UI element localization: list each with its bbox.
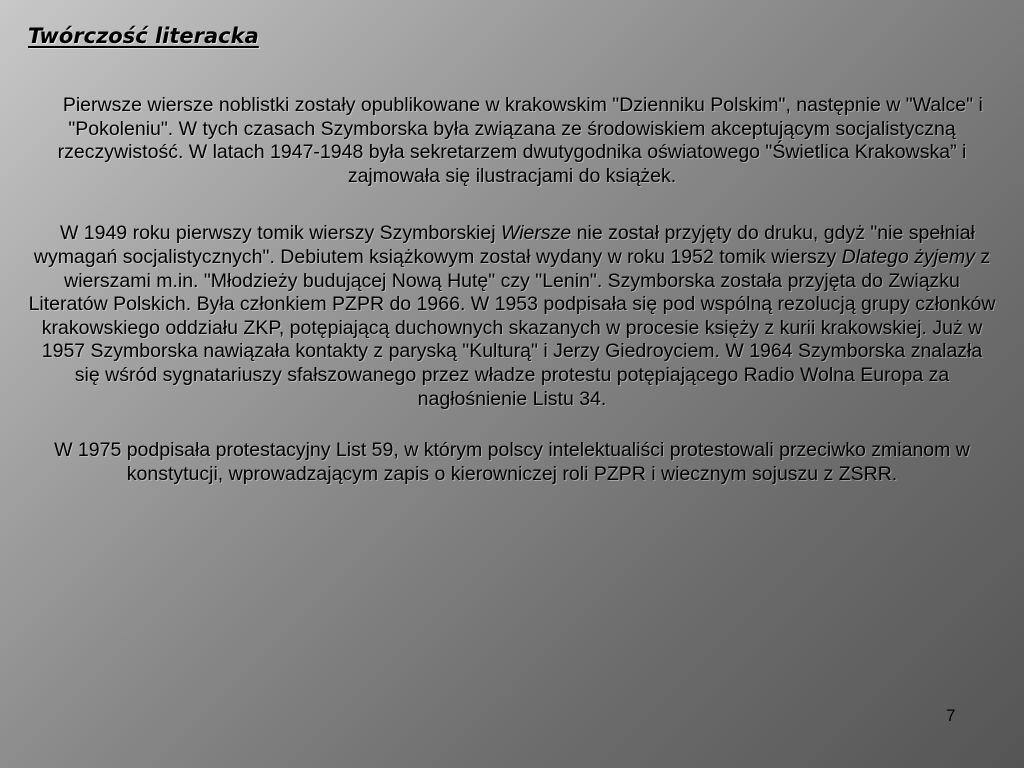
- paragraph-first-poems: [28, 94, 996, 188]
- paragraph-text: Pierwsze wiersze noblistki zostały opublikowane w krakowskim "Dzienniku Polskim", następnie w "Walce" i "Pokoleniu". W tych czasach Szymborska była związana ze środowiskiem akceptującym socjalistyczną rzeczywistość. W latach 1947-1948 była sekretarzem dwutygodnika oświatowego "Świetlica Krakowska” i zajmowała się ilustracjami do książek.: [41, 94, 989, 187]
- paragraph-text: nie został przyjęty do druku, gdyż "nie spełniał wymagań socjalistycznych". Debiutem książkowym został wydany w roku 1952 tomik wierszy: [33, 222, 975, 268]
- paragraph-text: z wierszami m.in. "Młodzieży budującej Nową Hutę" czy "Lenin". Szymborska została przyjęta do Związku Literatów Polskich. Była członkiem PZPR do 1966. W 1953 podpisała się pod wspólną rezolucją grupy członków krakowskiego oddziału ZKP, potępiającą duchownych skazanych w procesie księży z kurii krakowskiej. Już w 1957 Szymborska nawiązała kontakty z paryską "Kulturą" i Jerzy Giedroyciem. W 1964 Szymborska znalazła się wśród sygnatariuszy sfałszowanego przez władze protestu potępiającego Radio Wolna Europa za nagłośnienie Listu 34.: [28, 245, 996, 410]
- paragraph-text: W 1975 podpisała protestacyjny List 59, w którym polscy intelektualiści protestowali przeciwko zmianom w konstytucji, wprowadzającym zapis o kierowniczej roli PZPR i wiecznym sojuszu z ZSRR.: [54, 439, 970, 485]
- book-title-dlatego-zyjemy: Dlatego żyjemy: [841, 245, 975, 268]
- paragraph-text: W 1949 roku pierwszy tomik wierszy Szymborskiej: [49, 222, 501, 245]
- slide-body: [28, 94, 996, 486]
- paragraph-debut: [28, 222, 996, 411]
- paragraph-list-59: [28, 439, 996, 486]
- book-title-wiersze: Wiersze: [500, 222, 572, 245]
- page-number: 7: [946, 706, 956, 725]
- slide-title: Twórczość literacka: [28, 24, 259, 48]
